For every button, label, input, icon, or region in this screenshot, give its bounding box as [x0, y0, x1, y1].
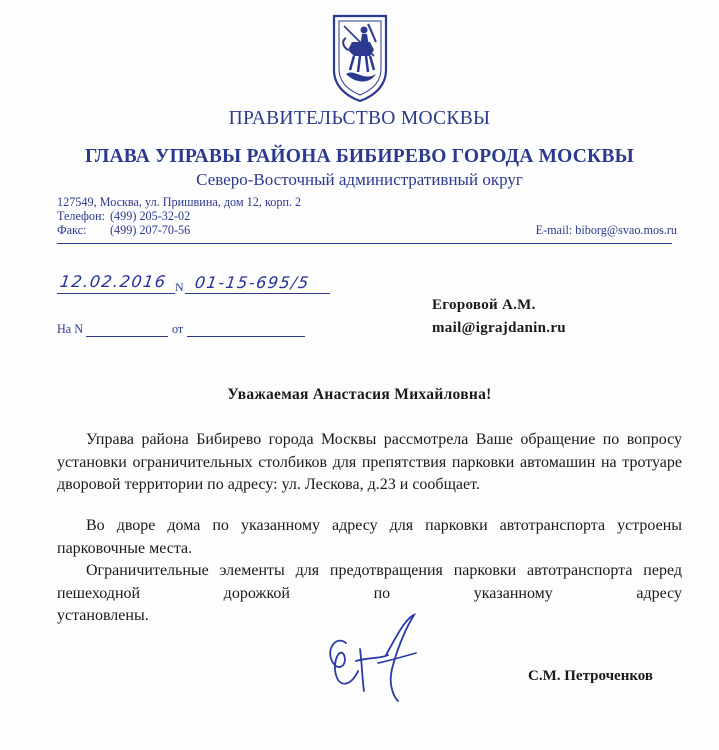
- phone-label: Телефон:: [57, 209, 105, 223]
- date-underline: [57, 293, 175, 294]
- paragraph-2: [57, 515, 682, 560]
- paragraph-2-text: Во дворе дома по указанному адресу для парковки автотранспорта устроены парковочные места.: [57, 517, 682, 557]
- header-divider: [57, 243, 672, 244]
- head-title: ГЛАВА УПРАВЫ РАЙОНА БИБИРЕВО ГОРОДА МОСКВЫ: [85, 146, 634, 167]
- reference-from-label: от: [172, 322, 184, 336]
- reference-date-line: [187, 336, 305, 337]
- signer-name: С.М. Петроченков: [528, 668, 654, 684]
- number-underline: [185, 293, 330, 294]
- fax-label: Факс:: [57, 223, 87, 237]
- government-title: ПРАВИТЕЛЬСТВО МОСКВЫ: [228, 108, 491, 129]
- recipient-name: Егоровой А.М.: [432, 297, 536, 313]
- fax-line: [57, 223, 190, 238]
- paragraph-1-text: Управа района Бибирево города Москвы рассмотрела Ваше обращение по вопросу установки ограничительных столбиков для препятствия парковки автомашин на тротуаре дворовой территории по адресу: ул. Лескова, д.23 и сообщает.: [57, 431, 682, 494]
- greeting: Уважаемая Анастасия Михайловна!: [227, 386, 492, 403]
- email-address: E-mail: biborg@svao.mos.ru: [535, 223, 677, 237]
- paragraph-1: [57, 429, 682, 497]
- registration-number: 01-15-695/5: [193, 273, 312, 292]
- recipient-email: mail@igrajdanin.ru: [432, 320, 566, 336]
- registration-date: 12.02.2016: [58, 272, 168, 291]
- moscow-coat-of-arms-icon: [330, 12, 390, 104]
- postal-address: 127549, Москва, ул. Пришвина, дом 12, корп. 2: [57, 195, 302, 209]
- reference-number-line: [86, 336, 168, 337]
- phone-value: (499) 205-32-02: [110, 209, 191, 223]
- phone-line: [57, 209, 190, 224]
- district-name: Северо-Восточный административный округ: [196, 170, 523, 189]
- fax-value: (499) 207-70-56: [110, 223, 191, 237]
- paragraph-3-text: Ограничительные элементы для предотвращения парковки автотранспорта перед пешеходной дорожкой по указанному адресу: [57, 562, 682, 602]
- number-mark: N: [175, 280, 184, 294]
- paragraph-3-end: установлены.: [57, 607, 149, 625]
- handwritten-signature: [318, 605, 428, 705]
- reference-number-label: На N: [57, 322, 84, 336]
